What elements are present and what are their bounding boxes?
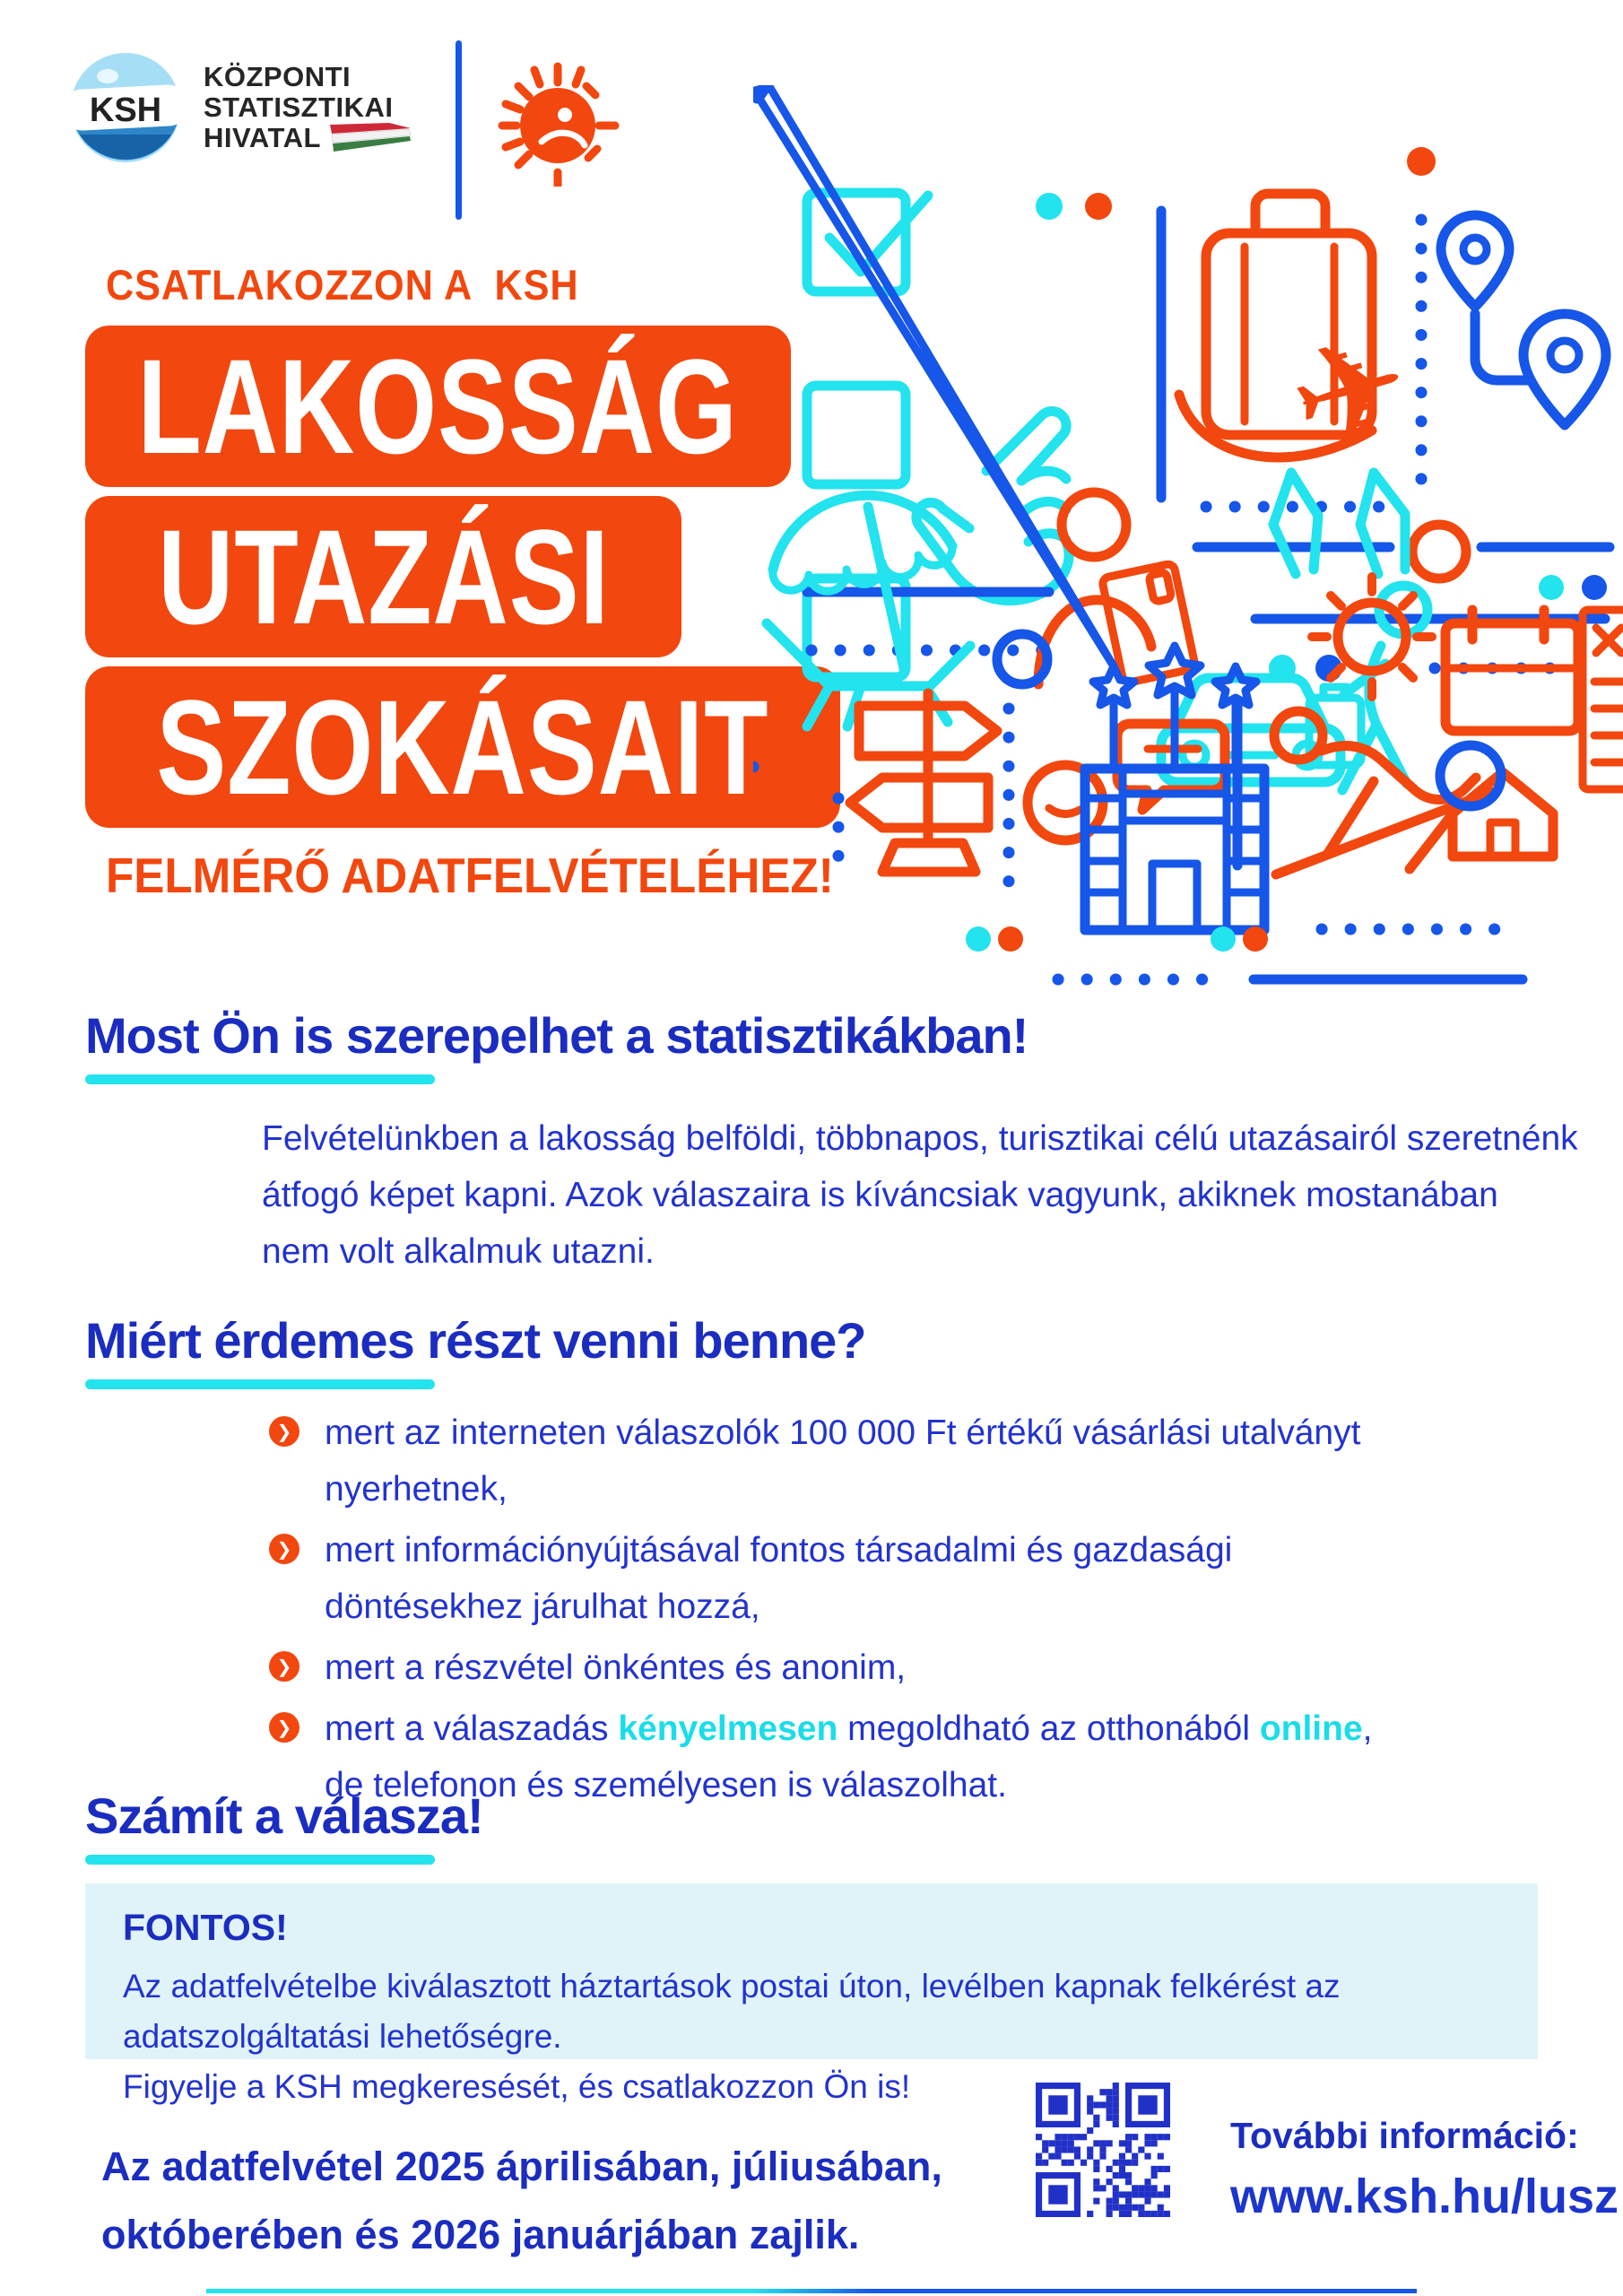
travel-doodle-illustration xyxy=(753,85,1623,1000)
title-block: LAKOSSÁG xyxy=(85,326,791,487)
calendar-house-icon xyxy=(1445,610,1623,857)
hungarian-flag-icon xyxy=(330,123,411,153)
important-panel xyxy=(85,1883,1538,2105)
chevron-bullet-icon: ❯ xyxy=(269,1712,299,1743)
section-heading-intro: Most Ön is szerepelhet a statisztikákban! xyxy=(85,1007,1028,1064)
ksh-org-name: KÖZPONTI STATISZTIKAI HIVATAL xyxy=(204,62,411,153)
benefit-item: ❯ mert információnyújtásával fontos társadalmi és gazdasági döntésekhez járulhat hozzá, xyxy=(269,1522,1454,1635)
suitcase-plane-icon xyxy=(1179,194,1428,487)
heading-underline xyxy=(85,1074,435,1084)
map-pins-icon xyxy=(1441,215,1606,425)
section-heading-counts: Számít a válasza! xyxy=(85,1787,483,1844)
intro-paragraph: Felvételünkben a lakosság belföldi, többnapos, turisztikai célú utazásairól szeretnénk átfogó képet kapni. Azok válaszaira is kíváncsiak vagyunk, akiknek mostanában nem volt alkalmuk utazni. xyxy=(262,1119,1578,1271)
title-block: SZOKÁSAIT xyxy=(85,666,840,828)
umbrella-deckchair-icon xyxy=(767,495,970,726)
walking-couple-icon xyxy=(1273,473,1405,574)
signpost-icon xyxy=(850,693,997,872)
bottom-accent-line xyxy=(206,2289,1417,2293)
benefit-list xyxy=(269,1405,1454,1818)
kicker-line: CSATLAKOZZON A KSH xyxy=(106,261,579,309)
pointer-hand-icon xyxy=(916,411,1069,600)
benefit-item: ❯ mert a válaszadás kényelmesen megoldható az otthonából online, de telefonon és személyesen is válaszolhat. xyxy=(269,1700,1454,1813)
heading-underline xyxy=(85,1855,435,1865)
chevron-bullet-icon: ❯ xyxy=(269,1416,299,1447)
ksh-logo-abbr: KSH xyxy=(89,91,162,129)
section-heading-why: Miért érdemes részt venni benne? xyxy=(85,1312,866,1369)
header xyxy=(67,49,411,166)
title-block: UTAZÁSI xyxy=(85,496,681,657)
ksh-logo xyxy=(67,49,184,166)
benefit-item: ❯ mert az interneten válaszolók 100 000 Ft értékű vásárlási utalványt nyerhetnek, xyxy=(269,1405,1454,1518)
more-info-label: További információ: xyxy=(1230,2115,1579,2156)
qr-code xyxy=(1036,2083,1170,2217)
benefit-item: ❯ mert a részvétel önkéntes és anonim, xyxy=(269,1639,1454,1696)
important-text: Az adatfelvételbe kiválasztott háztartások postai úton, levélben kapnak felkérést az adatszolgáltatási lehetőségre. Figyelje a KSH megkeresését, és csatlakozzon Ön is! xyxy=(123,1968,1341,2105)
chevron-bullet-icon: ❯ xyxy=(269,1534,299,1564)
campaign-sun-logo xyxy=(495,61,621,187)
title-subtitle: FELMÉRŐ ADATFELVÉTELÉHEZ! xyxy=(106,848,834,903)
schedule-text: Az adatfelvétel 2025 áprilisában, júliusában, októberében és 2026 januárjában zajlik. xyxy=(101,2144,942,2257)
important-title: FONTOS! xyxy=(123,1907,288,1948)
heading-underline xyxy=(85,1379,435,1389)
chevron-bullet-icon: ❯ xyxy=(269,1651,299,1682)
header-divider xyxy=(456,40,462,220)
survey-url-link[interactable]: www.ksh.hu/lusz xyxy=(1230,2170,1619,2223)
title-blocks xyxy=(85,326,840,837)
plane-glyph: ✈ xyxy=(1271,298,1429,487)
